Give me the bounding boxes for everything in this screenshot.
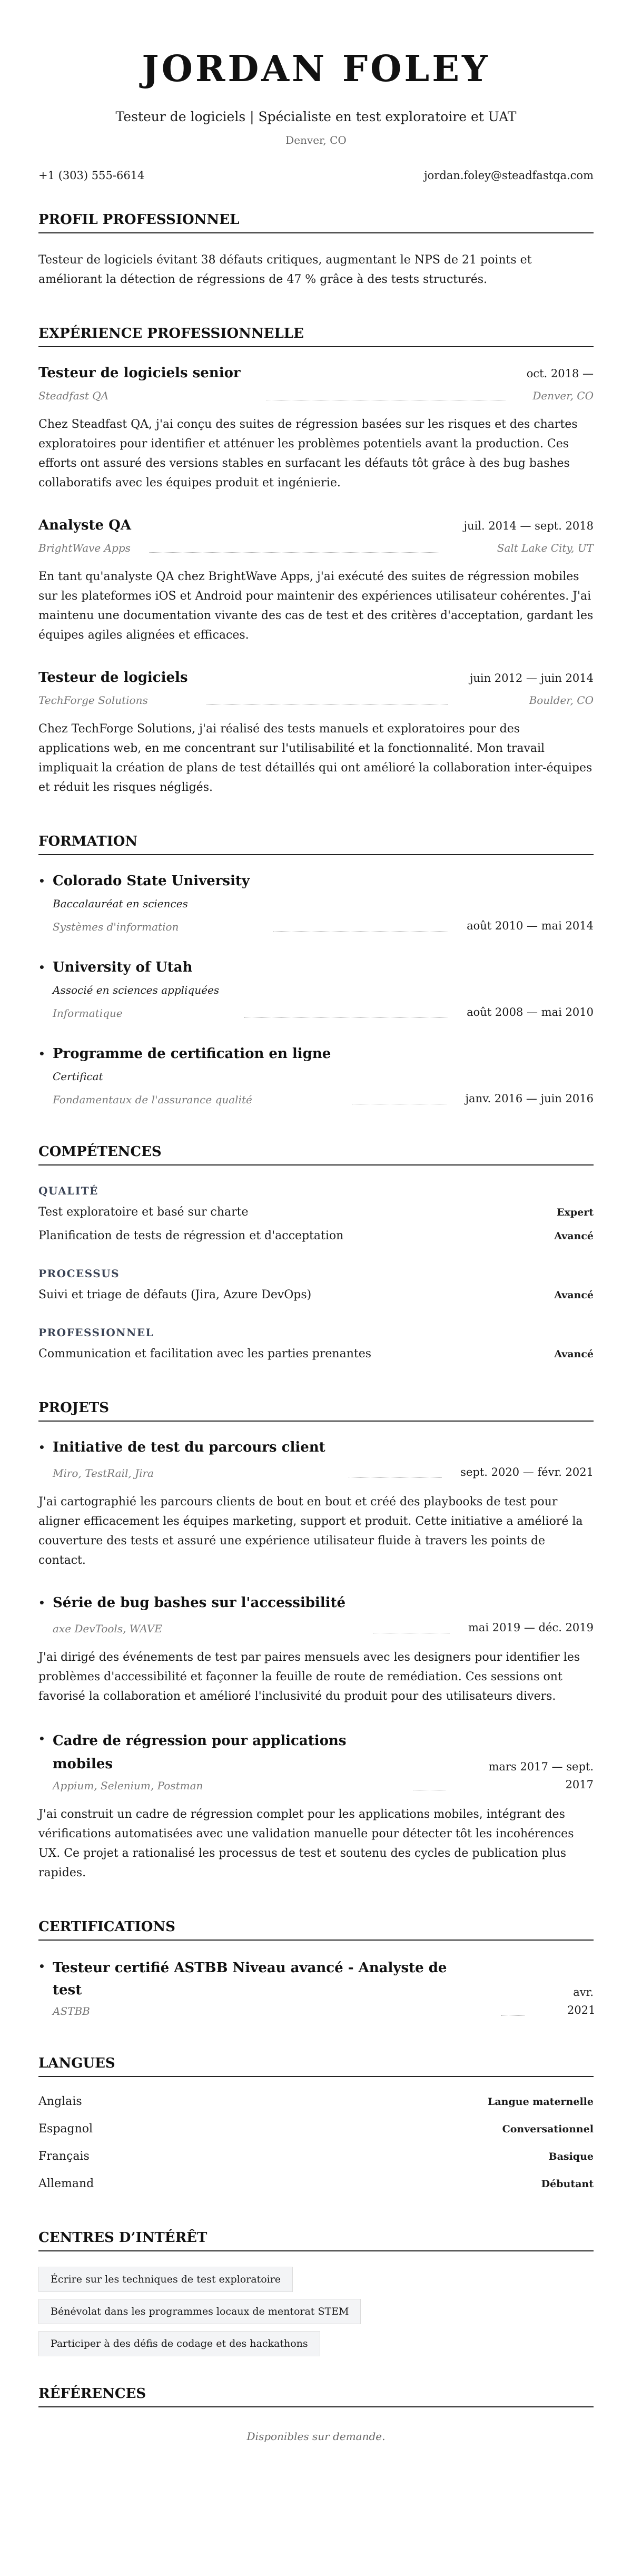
language-name: Anglais [38, 2095, 82, 2108]
project-title: Initiative de test du parcours client [53, 1439, 325, 1455]
school-name: Colorado State University [53, 873, 250, 889]
project-dates: sept. 2020 — févr. 2021 [460, 1466, 594, 1478]
education-entry [38, 871, 594, 935]
project-description: J'ai construit un cadre de régression complet pour les applications mobiles, intégrant des vérifications automatisées avec une validation manuelle pour détecter tôt les incohérences UX. Ce projet a rationalisé les processus de test et soutenu des cycles de publication plus rapides. [38, 1808, 574, 1879]
skill-level: Avancé [554, 1348, 594, 1360]
degree: Baccalauréat en sciences [53, 897, 188, 910]
skill-item [38, 1227, 594, 1246]
skill-item [38, 1345, 594, 1364]
project-entry [38, 1438, 594, 1570]
bullet-icon: • [38, 1732, 45, 1745]
education-entry [38, 958, 594, 1021]
job-location: Salt Lake City, UT [497, 542, 594, 554]
job-description: En tant qu'analyste QA chez BrightWave Apps, j'ai exécuté des suites de régression mobiles sur les plateformes iOS et Android pour maintenir des expériences utilisateur cohérentes. J'ai maintenu une documentation vivante des cas de test et des critères d'acceptation, gardant les équipes agiles alignées et efficaces. [38, 570, 594, 642]
dotted-leader [349, 1477, 442, 1478]
job-location: Boulder, CO [529, 694, 594, 707]
field-of-study: Fondamentaux de l'assurance qualité [53, 1093, 252, 1106]
project-tools: Miro, TestRail, Jira [53, 1467, 154, 1480]
language-level: Basique [548, 2151, 594, 2162]
dotted-leader [273, 931, 448, 932]
section-heading: EXPÉRIENCE PROFESSIONNELLE [38, 325, 594, 347]
experience-entry [38, 516, 594, 645]
profile-summary: Testeur de logiciels évitant 38 défauts critiques, augmentant le NPS de 21 points et améliorant la détection de régressions de 47 % grâce à des tests structurés. [38, 253, 532, 286]
dotted-leader [501, 2015, 525, 2016]
skill-level: Expert [557, 1207, 594, 1218]
projects-section [38, 1399, 594, 1883]
section-heading: RÉFÉRENCES [38, 2385, 594, 2407]
skill-name: Communication et facilitation avec les parties prenantes [38, 1347, 372, 1360]
job-description: Chez Steadfast QA, j'ai conçu des suites de régression basées sur les risques et des chartes exploratoires pour identifier et atténuer les problèmes potentiels avant la production. Ces efforts ont assuré des versions stables en surfacant les défauts tôt grâce à des bug bashes collaboratifs avec les équipes produit et ingénierie. [38, 418, 578, 489]
profile-section [38, 211, 594, 289]
section-heading: PROJETS [38, 1399, 594, 1422]
skill-item [38, 1286, 594, 1305]
language-name: Allemand [38, 2177, 94, 2190]
skill-category: QUALITÉ [38, 1184, 98, 1197]
skill-name: Suivi et triage de défauts (Jira, Azure DevOps) [38, 1288, 312, 1301]
education-section [38, 833, 594, 1108]
section-heading: CERTIFICATIONS [38, 1918, 594, 1941]
certifications-section [38, 1918, 594, 2019]
project-entry [38, 1729, 594, 1883]
school-name: University of Utah [53, 959, 193, 975]
references-section [38, 2385, 594, 2444]
job-title: Analyste QA [38, 517, 131, 533]
experience-entry [38, 668, 594, 797]
project-title: Cadre de régression pour applications mobiles [53, 1733, 347, 1772]
project-dates: mai 2019 — déc. 2019 [468, 1621, 594, 1634]
bullet-icon: • [38, 1596, 45, 1609]
language-name: Espagnol [38, 2122, 93, 2136]
interest-chip: Participer à des défis de codage et des hackathons [38, 2331, 320, 2356]
job-dates: oct. 2018 — [526, 367, 594, 380]
skill-category: PROFESSIONNEL [38, 1326, 154, 1339]
interests-section [38, 2229, 594, 2356]
phone-number[interactable]: +1 (303) 555-6614 [38, 169, 145, 182]
certification-date: avr. 2021 [567, 1986, 596, 2016]
dotted-leader [244, 1017, 448, 1018]
certification-issuer: ASTBB [53, 2005, 90, 2017]
experience-entry [38, 364, 594, 493]
dotted-leader [206, 704, 448, 705]
email-address[interactable]: jordan.foley@steadfastqa.com [424, 169, 594, 182]
bullet-icon: • [38, 1960, 45, 1973]
skills-section [38, 1143, 594, 1364]
resume-header [38, 0, 594, 148]
school-name: Programme de certification en ligne [53, 1046, 331, 1062]
education-entry [38, 1044, 594, 1108]
job-location: Denver, CO [532, 389, 594, 402]
degree: Certificat [53, 1070, 103, 1083]
education-dates: août 2010 — mai 2014 [467, 919, 594, 932]
language-item [38, 2092, 594, 2111]
bullet-icon: • [38, 1047, 45, 1060]
section-heading: FORMATION [38, 833, 594, 855]
job-title: Testeur de logiciels senior [38, 365, 241, 381]
interest-chip: Bénévolat dans les programmes locaux de mentorat STEM [38, 2299, 361, 2324]
language-item [38, 2120, 594, 2139]
references-note: Disponibles sur demande. [246, 2430, 386, 2443]
project-tools: Appium, Selenium, Postman [53, 1779, 203, 1792]
education-dates: janv. 2016 — juin 2016 [465, 1092, 594, 1105]
language-level: Débutant [541, 2178, 594, 2190]
language-item [38, 2147, 594, 2166]
project-dates: mars 2017 — sept. 2017 [488, 1760, 594, 1791]
job-dates: juil. 2014 — sept. 2018 [463, 520, 594, 532]
bullet-icon: • [38, 875, 45, 887]
language-level: Conversationnel [502, 2123, 594, 2135]
job-description: Chez TechForge Solutions, j'ai réalisé des tests manuels et exploratoires pour des applications web, en me concentrant sur l'utilisabilité et la fonctionnalité. Mon travail impliquait la création de plans de test détaillés qui ont amélioré la collaboration inter-équipes et réduit les risques négligés. [38, 722, 592, 794]
field-of-study: Informatique [53, 1007, 123, 1020]
section-heading: CENTRES D’INTÉRÊT [38, 2229, 594, 2251]
language-item [38, 2175, 594, 2193]
job-dates: juin 2012 — juin 2014 [469, 672, 594, 684]
company-name: BrightWave Apps [38, 542, 131, 554]
skill-name: Planification de tests de régression et d'acceptation [38, 1229, 344, 1242]
candidate-location: Denver, CO [285, 134, 347, 146]
section-heading: LANGUES [38, 2055, 594, 2077]
section-heading: COMPÉTENCES [38, 1143, 594, 1165]
language-name: Français [38, 2150, 90, 2163]
skill-category: PROCESSUS [38, 1267, 120, 1280]
interest-chip: Écrire sur les techniques de test exploratoire [38, 2267, 293, 2292]
education-dates: août 2008 — mai 2010 [467, 1006, 594, 1018]
certification-entry [38, 1957, 594, 2019]
bullet-icon: • [38, 961, 45, 974]
skill-level: Avancé [554, 1230, 594, 1242]
project-tools: axe DevTools, WAVE [53, 1622, 162, 1635]
certification-title: Testeur certifié ASTBB Niveau avancé - Analyste de test [53, 1960, 447, 1998]
section-heading: PROFIL PROFESSIONNEL [38, 211, 594, 233]
bullet-icon: • [38, 1441, 45, 1454]
contact-row [38, 168, 594, 183]
interest-list [38, 2267, 594, 2356]
language-level: Langue maternelle [487, 2096, 594, 2108]
candidate-title: Testeur de logiciels | Spécialiste en test exploratoire et UAT [115, 109, 517, 124]
degree: Associé en sciences appliquées [53, 984, 220, 996]
skill-name: Test exploratoire et basé sur charte [38, 1206, 249, 1219]
company-name: TechForge Solutions [38, 694, 148, 707]
skill-item [38, 1203, 594, 1222]
dotted-leader [149, 552, 439, 553]
job-title: Testeur de logiciels [38, 670, 188, 685]
candidate-name: JORDAN FOLEY [142, 48, 490, 90]
skill-level: Avancé [554, 1289, 594, 1301]
project-description: J'ai dirigé des événements de test par paires mensuels avec les designers pour identifier les problèmes d'accessibilité et façonner la feuille de route de remédiation. Ces sessions ont favorisé la collaboration et amélioré l'inclusivité du produit pour des utilisateurs divers. [38, 1651, 580, 1703]
project-description: J'ai cartographié les parcours clients de bout en bout et créé des playbooks de test pour aligner efficacement les équipes marketing, support et produit. Cette initiative a amélioré la couverture des tests et assuré une expérience utilisateur fluide à travers les points de contact. [38, 1495, 583, 1567]
field-of-study: Systèmes d'information [53, 920, 179, 933]
project-entry [38, 1593, 594, 1706]
project-title: Série de bug bashes sur l'accessibilité [53, 1595, 346, 1611]
company-name: Steadfast QA [38, 389, 109, 402]
experience-section [38, 325, 594, 797]
languages-section [38, 2055, 594, 2193]
